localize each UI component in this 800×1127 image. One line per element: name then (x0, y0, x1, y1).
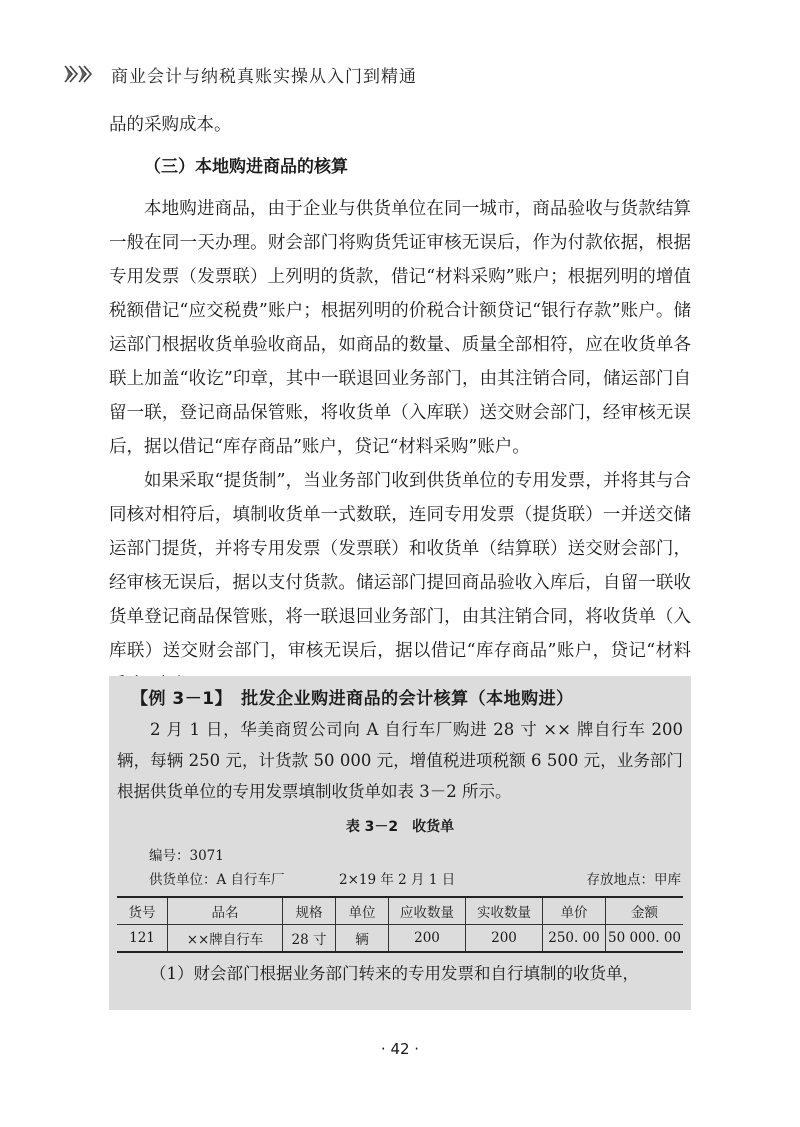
receipt-date: 2×19 年 2 月 1 日 (339, 872, 456, 888)
example-text-block (117, 714, 683, 807)
cell-unit: 辆 (336, 925, 389, 953)
cell-amount: 50 000. 00 (606, 925, 684, 953)
example-title: 【例 3－1】 批发企业购进商品的会计核算（本地购进） (131, 689, 574, 709)
col-header: 规格 (283, 897, 336, 925)
running-header (63, 62, 417, 86)
receipt-number: 编号：3071 (149, 848, 224, 864)
cell-qty-due: 200 (389, 925, 466, 953)
double-chevron-icon (63, 63, 99, 85)
storage-location: 存放地点：甲库 (586, 872, 681, 888)
col-header: 实收数量 (466, 897, 543, 925)
col-header: 单位 (336, 897, 389, 925)
paragraph-pickup-system: 如果采取“提货制”，当业务部门收到供货单位的专用发票，并将其与合同核对相符后，填制收货单一式数联，连同专用发票（提货联）一并送交储运部门提货，并将专用发票（发票联）和收货单（结算联）送交财会部门，经审核无误后，据以支付货款。储运部门提回商品验收入库后，自留一联收货单登记商品保管账，将一联退回业务部门，由其注销合同，将收货单（入库联）送交财会部门，审核无误后，据以借记“库存商品”账户，贷记“材料 (109, 471, 691, 661)
paragraph-continuation: 品的采购成本。 (109, 115, 232, 135)
book-title: 商业会计与纳税真账实操从入门到精通 (111, 66, 417, 87)
page-number: · 42 · (380, 1040, 420, 1058)
supplier-label: 供货单位：A 自行车厂 (149, 872, 285, 888)
section-heading: （三）本地购进商品的核算 (144, 157, 348, 177)
cell-product-name: ××牌自行车 (168, 925, 283, 953)
col-header: 金额 (606, 897, 684, 925)
col-header: 应收数量 (389, 897, 466, 925)
paragraph-local-purchase: 本地购进商品，由于企业与供货单位在同一城市，商品验收与货款结算一般在同一天办理。财会部门将购货凭证审核无误后，作为付款依据，根据专用发票（发票联）上列明的货款，借记“材料采购”账户；根据列明的增值税额借记“应交税费”账户；根据列明的价税合计额贷记“银行存款”账户。储运部门根据收货单验收商品，如商品的数量、质量全部相符，应在收货单各联上加盖“收讫”印章，其中一联退回业务部门，由其注销合同，储运部门自留一联，登记商品保管账，将收货单（入库联）送交财会部门，经审核无误后，据以借记“库存商品”账户，贷记“材料采购”账户。 (109, 199, 691, 457)
col-header: 单价 (543, 897, 606, 925)
col-header: 品名 (168, 897, 283, 925)
table-caption: 表 3－2 收货单 (345, 819, 455, 835)
body-text (109, 108, 691, 702)
example-box (109, 676, 691, 1010)
receipt-meta-row (149, 868, 681, 888)
table-header-row (117, 897, 683, 925)
receipt-table (117, 896, 683, 953)
example-paragraph: 2 月 1 日，华美商贸公司向 A 自行车厂购进 28 寸 ×× 牌自行车 200 辆，每辆 250 元，计货款 50 000 元，增值税进项税额 6 500 元，业务部门根据供货单位的专用发票填制收货单如表 3－2 所示。 (117, 720, 683, 801)
table-row (117, 925, 683, 953)
col-header: 货号 (117, 897, 168, 925)
cell-unit-price: 250. 00 (543, 925, 606, 953)
cell-spec: 28 寸 (283, 925, 336, 953)
cell-item-no: 121 (117, 925, 168, 953)
cell-qty-received: 200 (466, 925, 543, 953)
example-step-1: （1）财会部门根据业务部门转来的专用发票和自行填制的收货单， (150, 964, 639, 983)
